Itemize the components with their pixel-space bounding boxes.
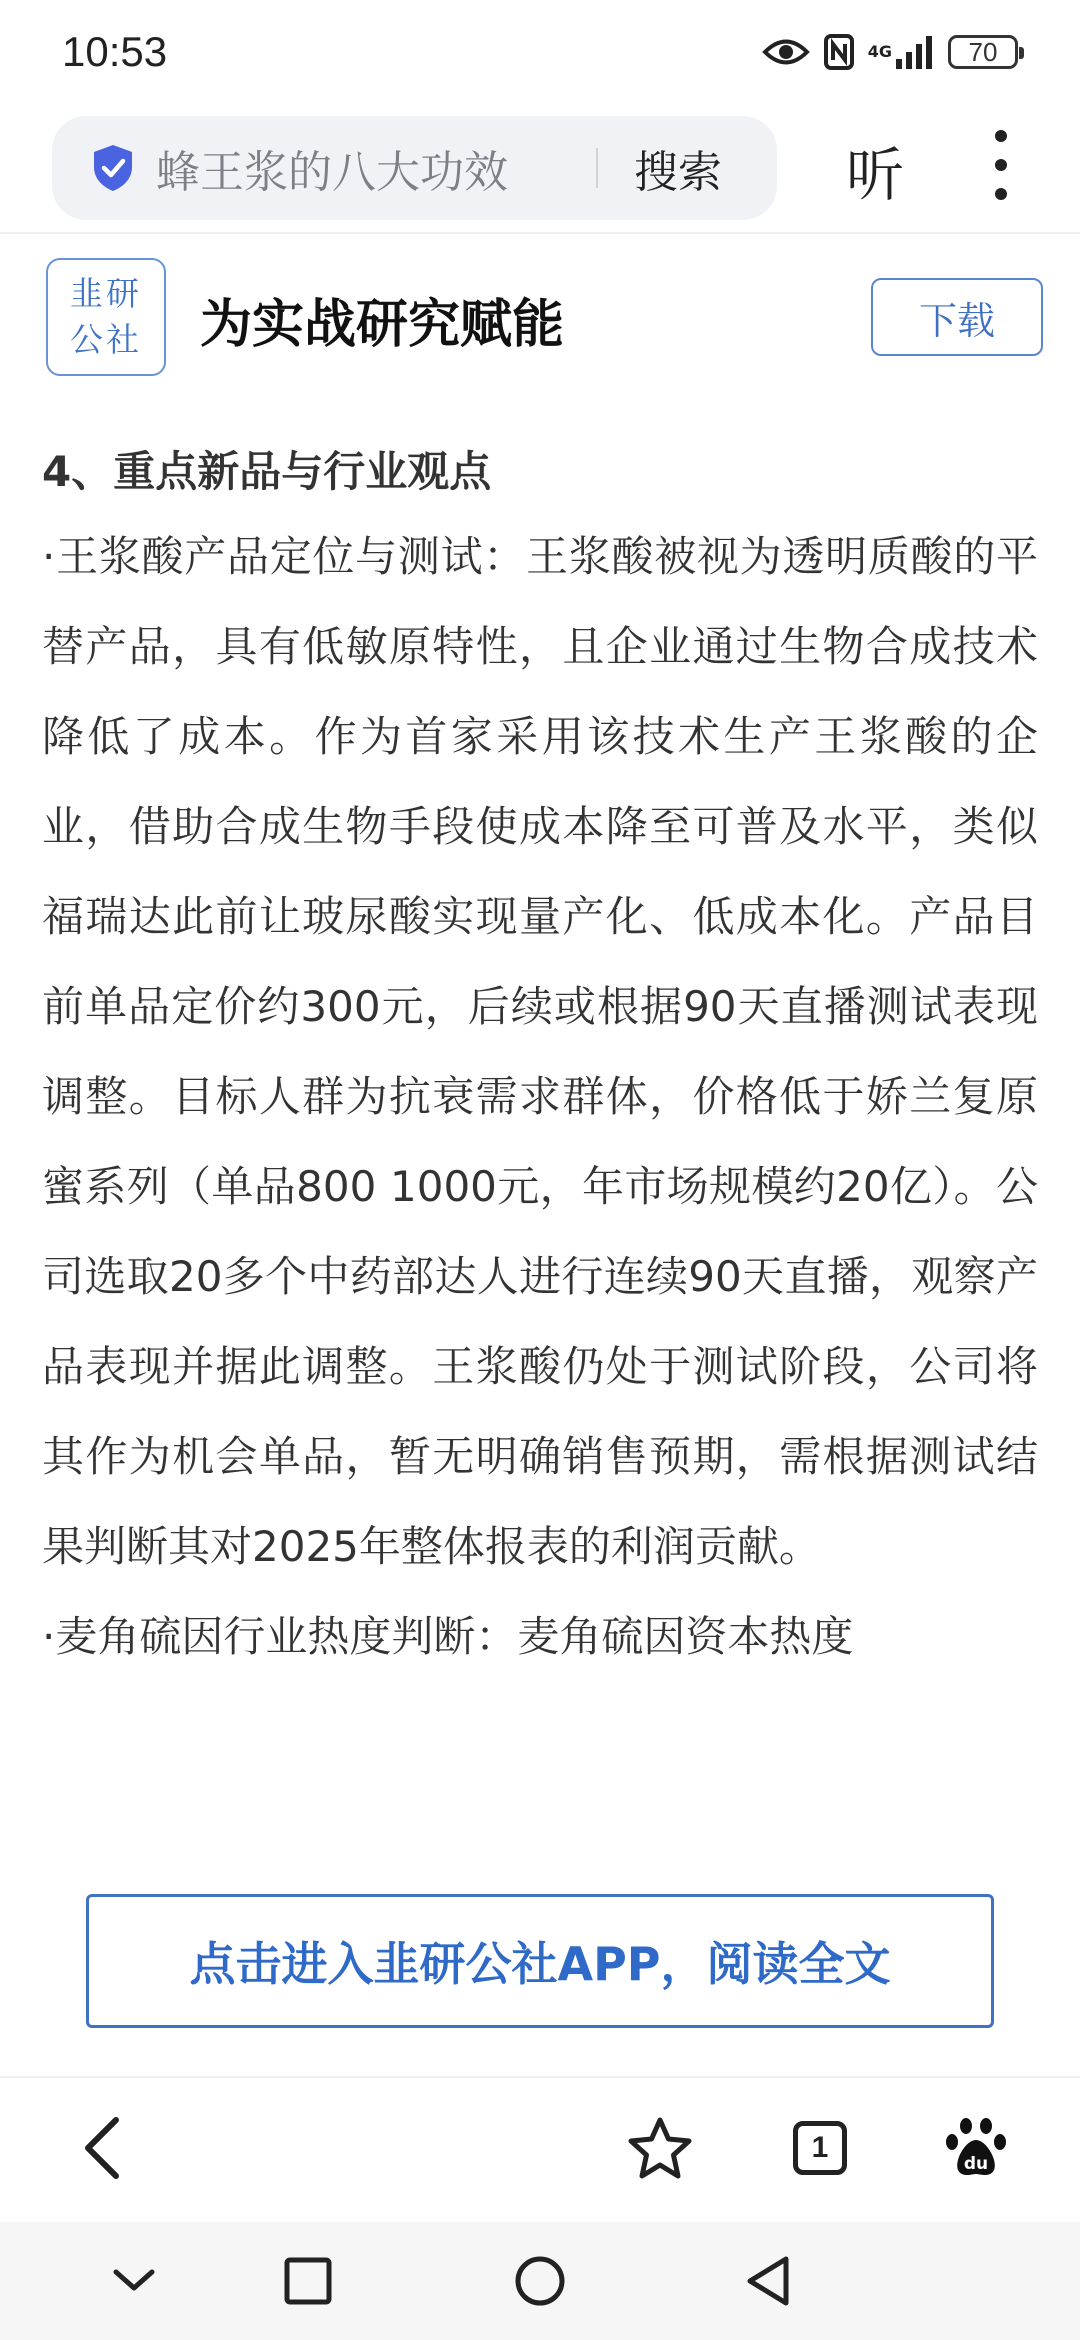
battery-level: 70 — [948, 35, 1018, 69]
network-type: 4G — [867, 42, 892, 61]
nfc-icon — [824, 30, 854, 74]
logo-line-1: 韭研 — [70, 274, 142, 313]
site-slogan: 为实战研究赋能 — [200, 295, 565, 355]
home-icon[interactable] — [500, 2244, 580, 2318]
browser-toolbar — [0, 2076, 1080, 2222]
search-button[interactable]: 搜索 — [634, 136, 722, 200]
tab-count: 1 — [793, 2121, 847, 2175]
article-body — [42, 432, 1038, 1682]
search-input[interactable] — [156, 143, 596, 194]
baidu-paw-icon[interactable] — [936, 2108, 1016, 2188]
search-bar[interactable] — [52, 116, 777, 220]
eye-comfort-icon — [762, 30, 810, 74]
download-button[interactable]: 下载 — [871, 278, 1043, 356]
system-nav-bar — [0, 2222, 1080, 2340]
open-app-button[interactable]: 点击进入韭研公社APP，阅读全文 — [86, 1894, 994, 2028]
search-divider — [596, 148, 598, 188]
logo-line-2: 公社 — [70, 320, 142, 359]
chevron-down-icon[interactable] — [94, 2244, 174, 2318]
header-divider — [0, 232, 1080, 234]
svg-text:du: du — [963, 2154, 989, 2174]
status-icons — [762, 30, 1018, 74]
cta-area — [0, 1840, 1080, 2076]
listen-button[interactable]: 听 — [846, 128, 904, 212]
status-time: 10:53 — [62, 28, 168, 75]
article-paragraph: ·王浆酸产品定位与测试：王浆酸被视为透明质酸的平替产品，具有低敏原特性，且企业通过生物合成技术降低了成本。作为首家采用该技术生产王浆酸的企业，借助合成生物手段使成本降至可普及水平，类似福瑞达此前让玻尿酸实现量产化、低成本化。产品目前单品定价约300元，后续或根据90天直播测试表现调整。目标人群为抗衰需求群体，价格低于娇兰复原蜜系列（单品800 1000元，年市场规模约20亿）。公司选取20多个中药部达人进行连续90天直播，观察产品表现并据此调整。王浆酸仍处于测试阶段，公司将其作为机会单品，暂无明确销售预期，需根据测试结果判断其对2025年整体报表的利润贡献。 — [42, 532, 1038, 1571]
more-vertical-icon[interactable] — [986, 130, 1016, 200]
tabs-icon[interactable] — [780, 2108, 860, 2188]
signal-icon — [868, 30, 934, 74]
site-logo[interactable] — [46, 258, 166, 376]
back-triangle-icon[interactable] — [728, 2244, 808, 2318]
star-icon[interactable] — [620, 2108, 700, 2188]
status-bar — [0, 0, 1080, 105]
shield-icon — [88, 142, 138, 194]
back-arrow-icon[interactable] — [62, 2108, 142, 2188]
section-title: 4、重点新品与行业观点 — [42, 447, 492, 496]
recent-apps-icon[interactable] — [268, 2244, 348, 2318]
article-paragraph-truncated: ·麦角硫因行业热度判断：麦角硫因资本热度 — [42, 1612, 854, 1661]
battery-icon — [948, 30, 1018, 74]
